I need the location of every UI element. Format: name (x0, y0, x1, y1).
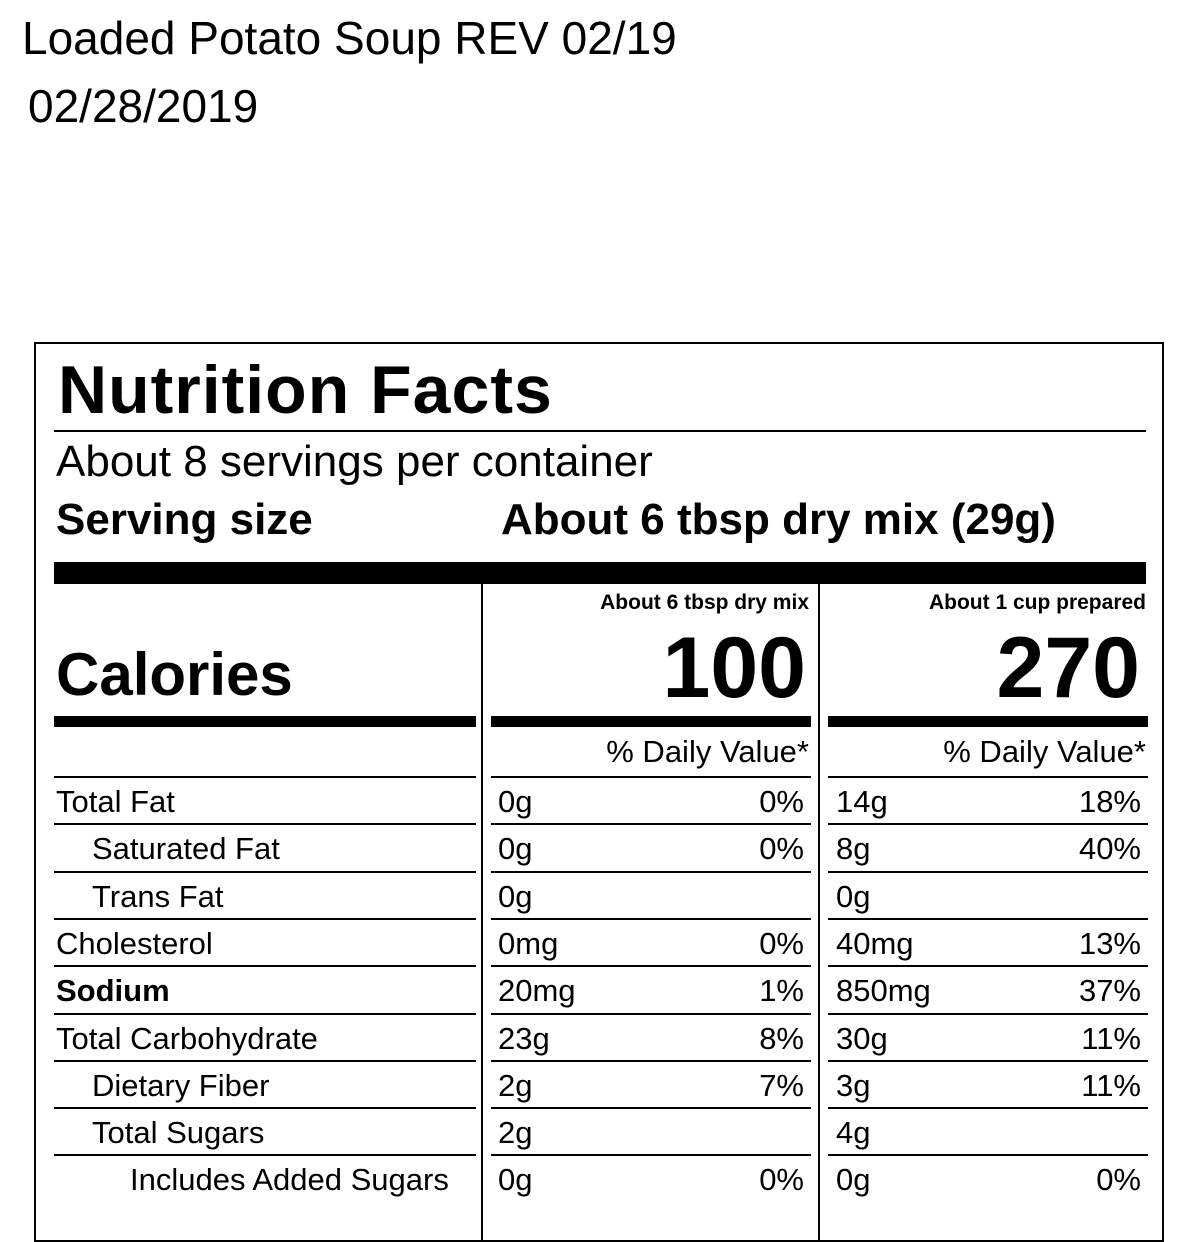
calories-bar (828, 716, 1148, 727)
document-title: Loaded Potato Soup REV 02/19 (22, 12, 677, 64)
nutrient-dv-dry: 8% (759, 1020, 804, 1056)
nutrient-amount-dry: 0g (498, 784, 533, 819)
nutrient-dv-dry: 1% (759, 973, 804, 1009)
column-2-header: About 1 cup prepared (928, 591, 1146, 614)
nutrient-amount-prepared: 0g (836, 878, 871, 914)
nutrient-amount-dry: 0g (498, 1162, 533, 1198)
nutrient-dv-prepared: 37% (1078, 973, 1141, 1009)
nutrient-amount-prepared: 3g (836, 1067, 871, 1103)
nutrient-row (36, 967, 1162, 1014)
nutrient-name: Trans Fat (92, 878, 224, 914)
daily-value-header-prepared: % Daily Value* (943, 734, 1146, 769)
nutrient-dv-prepared: 18% (1078, 784, 1141, 819)
calories-label: Calories (56, 641, 293, 708)
nutrient-amount-dry: 2g (498, 1067, 533, 1103)
nutrient-dv-dry: 7% (759, 1067, 804, 1103)
divider-thin (54, 430, 1146, 432)
nutrient-row (36, 873, 1162, 920)
nutrient-amount-prepared: 40mg (836, 925, 914, 961)
nutrient-amount-dry: 23g (498, 1020, 550, 1056)
nutrient-amount-dry: 20mg (498, 973, 576, 1009)
nutrient-amount-dry: 0g (498, 831, 533, 867)
nutrient-name: Saturated Fat (92, 831, 280, 867)
nutrient-amount-dry: 0g (498, 878, 533, 914)
servings-per-container: About 8 servings per container (56, 437, 653, 486)
nutrient-amount-prepared: 8g (836, 831, 871, 867)
calories-value-dry: 100 (662, 620, 806, 716)
serving-size-value: About 6 tbsp dry mix (29g) (501, 495, 1056, 544)
nutrient-row (36, 920, 1162, 967)
nutrient-amount-dry: 0mg (498, 925, 559, 961)
nutrient-row (36, 1109, 1162, 1156)
daily-value-header-dry: % Daily Value* (606, 734, 809, 769)
nutrient-row (36, 778, 1162, 825)
calories-value-prepared: 270 (996, 620, 1140, 716)
nutrient-dv-prepared: 11% (1081, 1020, 1141, 1056)
nutrient-name: Includes Added Sugars (130, 1162, 449, 1198)
nutrient-amount-prepared: 30g (836, 1020, 888, 1056)
nutrient-name: Total Carbohydrate (56, 1020, 318, 1056)
divider-thick (54, 562, 1146, 584)
nutrient-dv-prepared: 40% (1078, 831, 1141, 867)
nutrient-dv-prepared: 13% (1078, 925, 1141, 961)
document-date: 02/28/2019 (28, 80, 259, 132)
nutrient-row (36, 1062, 1162, 1109)
nutrient-dv-dry: 0% (759, 1162, 804, 1198)
calories-bar (491, 716, 811, 727)
nutrient-row (36, 1015, 1162, 1062)
nutrition-facts-heading: Nutrition Facts (58, 352, 553, 428)
column-1-header: About 6 tbsp dry mix (600, 591, 809, 614)
nutrient-name: Cholesterol (56, 925, 213, 961)
nutrient-dv-dry: 0% (759, 925, 804, 961)
nutrient-amount-prepared: 850mg (836, 973, 931, 1009)
nutrient-name: Total Sugars (92, 1115, 265, 1151)
nutrition-facts-panel (34, 342, 1164, 1242)
nutrient-dv-dry: 0% (759, 831, 804, 867)
nutrient-amount-dry: 2g (498, 1115, 533, 1151)
nutrient-dv-dry: 0% (759, 784, 804, 819)
nutrient-row (36, 825, 1162, 872)
serving-size-label: Serving size (56, 495, 313, 544)
nutrient-amount-prepared: 14g (836, 784, 888, 819)
calories-bar (54, 716, 476, 727)
nutrient-name: Dietary Fiber (92, 1067, 270, 1103)
nutrient-dv-prepared: 0% (1096, 1162, 1141, 1198)
nutrient-row (36, 1156, 1162, 1203)
nutrient-name: Sodium (56, 973, 170, 1009)
nutrient-dv-prepared: 11% (1081, 1067, 1141, 1103)
nutrient-amount-prepared: 4g (836, 1115, 871, 1151)
nutrient-amount-prepared: 0g (836, 1162, 871, 1198)
nutrient-name: Total Fat (56, 784, 175, 819)
